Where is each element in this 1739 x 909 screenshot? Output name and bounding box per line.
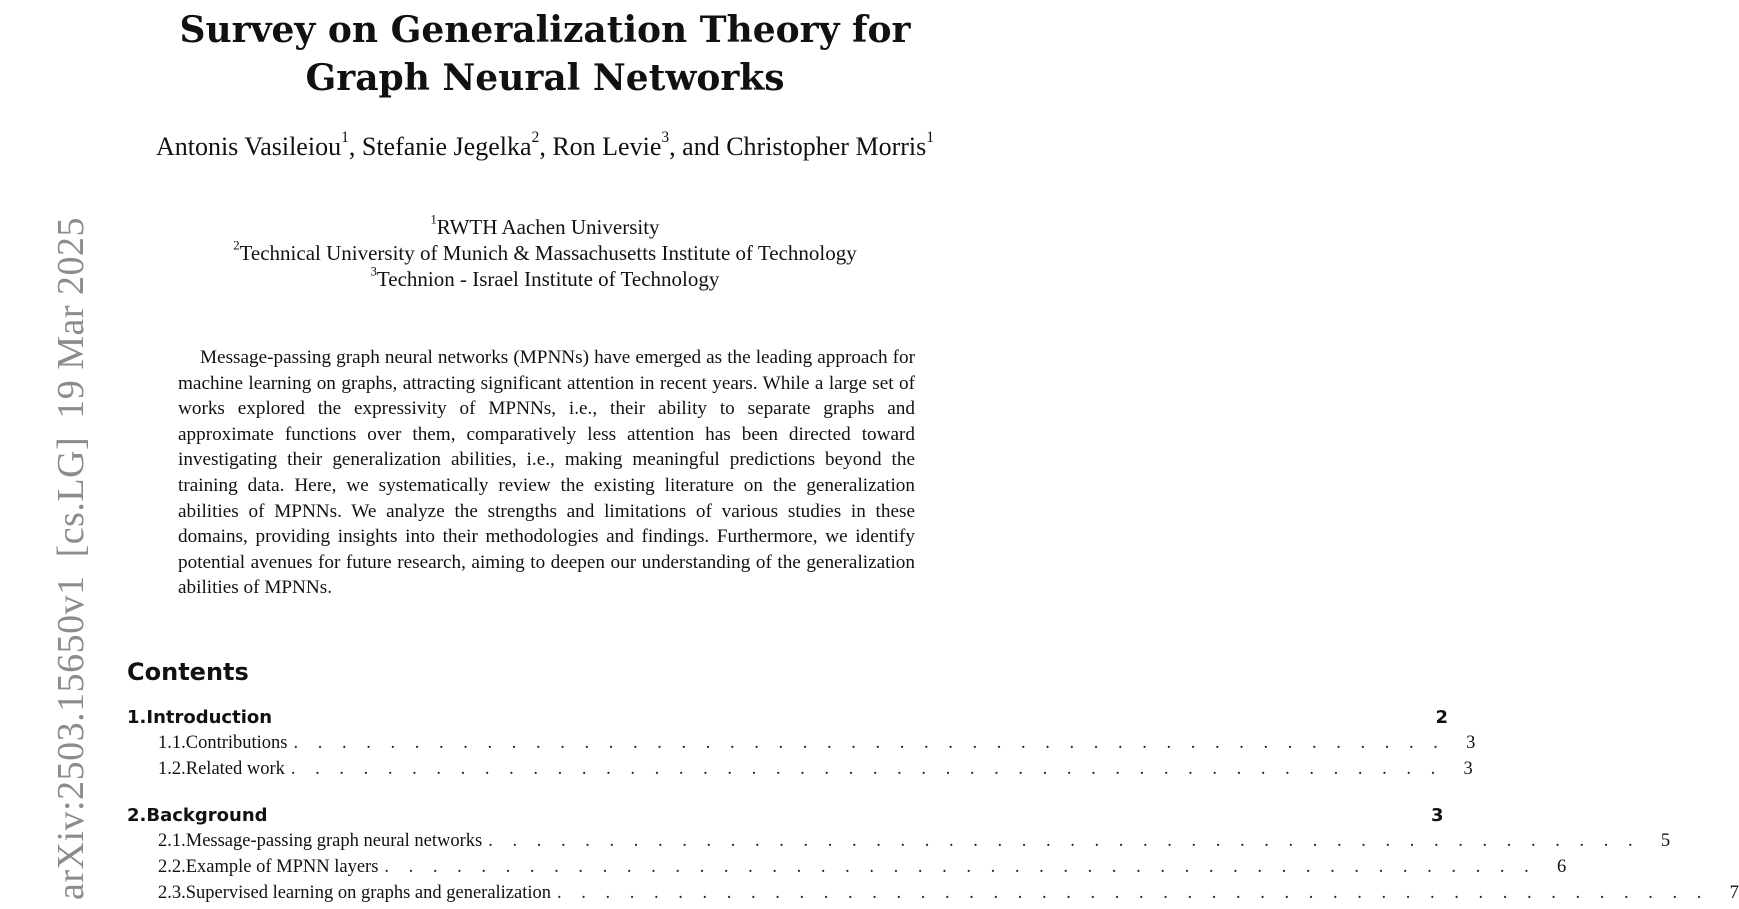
toc-number: 2. — [127, 805, 147, 826]
toc-leader: . . . . . . . . . . . . . . . . . . . . . . . . . . . . . . . . . . . . . . . . . . . . . . . . — [384, 857, 1537, 877]
toc-entry[interactable] — [127, 805, 1444, 831]
toc-page: 5 — [1660, 831, 1671, 851]
affiliation — [120, 266, 970, 292]
toc-title: Related work — [185, 759, 285, 779]
toc-page: 6 — [1557, 857, 1567, 877]
affil-mark: 1 — [430, 212, 437, 227]
toc-entry[interactable] — [127, 707, 1449, 733]
toc-entry[interactable] — [127, 883, 1739, 909]
author-separator: , — [348, 132, 362, 161]
affil-name: Technical University of Munich & Massachusetts Institute of Technology — [239, 241, 857, 265]
arxiv-date: 19 Mar 2025 — [50, 216, 92, 419]
affil-name: RWTH Aachen University — [436, 215, 660, 239]
toc-leader: . . . . . . . . . . . . . . . . . . . . . . . . . . . . . . . . . . . . . . . . . . . . . . . . — [293, 733, 1446, 753]
toc-leader: . . . . . . . . . . . . . . . . . . . . . . . . . . . . . . . . . . . . . . . . . . . . . . . . — [557, 883, 1709, 903]
toc-number: 2.2. — [158, 857, 186, 877]
author-name: Antonis Vasileiou — [155, 132, 342, 161]
toc-number: 1.2. — [158, 759, 186, 779]
arxiv-id: arXiv:2503.15650v1 — [50, 575, 92, 900]
affiliation — [120, 240, 970, 266]
toc-number: 1. — [127, 707, 147, 728]
author-affil-mark: 1 — [926, 128, 935, 146]
arxiv-category: [cs.LG] — [50, 436, 92, 558]
toc-number: 2.1. — [158, 831, 186, 851]
contents-heading: Contents — [127, 658, 249, 686]
author-affil-mark: 2 — [531, 128, 540, 146]
toc-title: Message-passing graph neural networks — [185, 831, 483, 851]
toc-number: 1.1. — [158, 733, 186, 753]
toc-leader: . . . . . . . . . . . . . . . . . . . . . . . . . . . . . . . . . . . . . . . . . . . . . . . . — [290, 759, 1443, 779]
toc-entry[interactable] — [127, 831, 1671, 857]
affiliation — [120, 214, 970, 240]
arxiv-stamp — [52, 199, 90, 900]
author-affil-mark: 1 — [341, 128, 349, 146]
toc-leader: . . . . . . . . . . . . . . . . . . . . . . . . . . . . . . . . . . . . . . . . . . . . . . . . — [488, 831, 1641, 851]
toc-page: 3 — [1463, 759, 1473, 779]
paper-title: Survey on Generalization Theory for Graph Neural Networks — [179, 9, 911, 99]
author-name: Ron Levie — [552, 132, 662, 161]
affiliation-list — [120, 214, 970, 292]
table-of-contents — [127, 707, 1739, 909]
toc-title: Supervised learning on graphs and generalization — [185, 883, 552, 903]
toc-page: 2 — [1435, 707, 1449, 728]
author-name: Stefanie Jegelka — [361, 132, 532, 161]
abstract: Message-passing graph neural networks (MPNNs) have emerged as the leading approach for machine learning on graphs, attracting significant attention in recent years. While a large set of works explored the expressivity of MPNNs, i.e., their ability to separate graphs and approximate functions over them, comparatively less attention has been directed toward investigating their generalization abilities, i.e., making meaningful predictions beyond the training data. Here, we systematically review the existing literature on the generalization abilities of MPNNs. We analyze the strengths and limitations of various studies in these domains, providing insights into their methodologies and findings. Furthermore, we identify potential avenues for future research, aiming to deepen our understanding of the generalization abilities of MPNNs. — [178, 347, 915, 599]
affil-name: Technion - Israel Institute of Technology — [376, 267, 720, 291]
affil-mark: 3 — [370, 264, 377, 279]
toc-page: 7 — [1729, 883, 1739, 903]
toc-page: 3 — [1431, 805, 1444, 826]
toc-entry[interactable] — [127, 759, 1473, 785]
author-separator: , and — [669, 132, 727, 161]
author-name: Christopher Morris — [726, 132, 927, 161]
toc-entry[interactable] — [127, 733, 1476, 759]
toc-title: Example of MPNN layers — [185, 857, 379, 877]
toc-entry[interactable] — [127, 857, 1567, 883]
author-list — [120, 130, 970, 164]
affil-mark: 2 — [233, 238, 240, 253]
toc-page: 3 — [1466, 733, 1476, 753]
author-affil-mark: 3 — [661, 128, 670, 146]
author-separator: , — [539, 132, 553, 161]
toc-title: Introduction — [146, 707, 273, 728]
toc-number: 2.3. — [158, 883, 186, 903]
toc-title: Contributions — [185, 733, 288, 753]
toc-title: Background — [146, 805, 268, 826]
